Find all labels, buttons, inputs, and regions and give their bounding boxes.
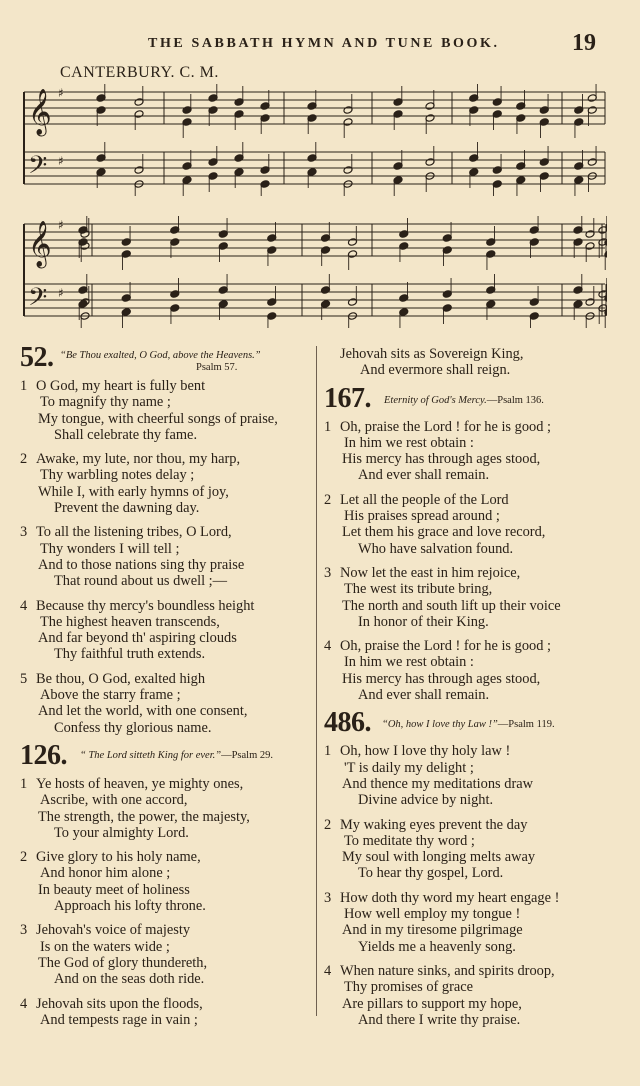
hymn-caption: “Be Thou exalted, O God, above the Heavens.” [60, 350, 261, 361]
hymn-number: 52. [20, 342, 54, 373]
verse-line [324, 492, 620, 508]
hymn-caption [382, 719, 555, 730]
hymn-heading [324, 707, 620, 743]
verse-line-text: My waking eyes prevent the day [340, 816, 528, 833]
left-column [20, 342, 310, 1036]
verse-line: Thy promises of grace [344, 979, 474, 996]
verse-number: 5 [20, 670, 28, 687]
verse-line: And to those nations sing thy praise [38, 556, 245, 573]
verse [20, 671, 310, 736]
verse-line: The north and south lift up their voice [342, 597, 561, 614]
verse-line: My soul with longing melts away [342, 849, 536, 866]
verse-number: 2 [20, 849, 28, 866]
verse-line: And on the seas doth ride. [54, 971, 205, 988]
verse-line: In beauty meet of holiness [38, 881, 190, 898]
verse-line-text: Oh, praise the Lord ! for he is good ; [340, 418, 552, 435]
verse-line [20, 996, 310, 1012]
verse-line: Jehovah sits as Sovereign King, [340, 346, 524, 362]
verse-line: And far beyond th' aspiring clouds [38, 630, 237, 647]
verse-line: And evermore shall reign. [360, 362, 511, 379]
verse-line: And thence my meditations draw [342, 775, 534, 792]
hymn-source: —Psalm 136. [486, 394, 544, 406]
verse-line: And there I write thy praise. [358, 1011, 521, 1028]
verse-line: His mercy has through ages stood, [342, 451, 541, 468]
hymn-caption-text: “Oh, how I love thy Law !” [382, 719, 498, 731]
hymn-verses [324, 743, 620, 1028]
verse-line [324, 963, 620, 979]
verse-number: 3 [324, 564, 332, 581]
verse-line-text: Jehovah's voice of majesty [36, 922, 191, 939]
hymn-52 [20, 342, 310, 736]
verse-number: 4 [324, 638, 332, 655]
right-column [324, 346, 620, 1036]
bass-clef-icon: 𝄢 [28, 151, 48, 186]
verse-line: The God of glory thundereth, [38, 954, 208, 971]
verse-number: 4 [324, 962, 332, 979]
music-system-1 [22, 84, 607, 196]
verse-line-text: When nature sinks, and spirits droop, [340, 962, 555, 979]
page-number: 19 [572, 30, 596, 56]
hymn-number: 486. [324, 707, 371, 739]
verse-line [20, 524, 310, 540]
verse-line-text: Awake, my lute, nor thou, my harp, [36, 451, 241, 468]
verse-line: And honor him alone ; [40, 865, 171, 882]
music-staves-2 [22, 216, 607, 328]
verse-line-text: Ye hosts of heaven, ye mighty ones, [36, 775, 244, 792]
verse-line: Thy faithful truth extends. [54, 646, 206, 663]
verse-line: My tongue, with cheerful songs of praise, [38, 410, 278, 427]
verse-line: The strength, the power, the majesty, [38, 808, 250, 825]
verse-line: And in my tiresome pilgrimage [342, 922, 523, 939]
verse-line: Let them his grace and love record, [342, 524, 546, 541]
verse-number: 4 [20, 597, 28, 614]
verse-line: In him we rest obtain : [344, 434, 474, 451]
verse-line [20, 776, 310, 792]
verse-number: 2 [324, 491, 332, 508]
sharp-icon: ♯ [58, 154, 64, 168]
verse [20, 996, 310, 1029]
verse-line: That round about us dwell ;— [54, 573, 228, 590]
verse-number: 1 [20, 378, 28, 394]
verse-line: Ascribe, with one accord, [40, 792, 188, 809]
verse [20, 776, 310, 841]
verse-line: His mercy has through ages stood, [342, 670, 541, 687]
verse [20, 524, 310, 589]
hymn-caption-text: Eternity of God's Mercy. [384, 394, 487, 406]
hymn-167 [324, 382, 620, 704]
verse-line: Above the starry frame ; [40, 687, 181, 704]
verse-line: Shall celebrate thy fame. [54, 426, 198, 443]
hymn-heading [20, 342, 310, 378]
verse-line: To meditate thy word ; [344, 832, 475, 849]
verse-line-text: Let all the people of the Lord [340, 491, 509, 508]
verse-line: How well employ my tongue ! [344, 906, 521, 923]
verse [324, 638, 620, 703]
verse [20, 378, 310, 443]
treble-clef-icon: 𝄞 [28, 89, 52, 135]
verse-line: And tempests rage in vain ; [40, 1011, 198, 1028]
hymn-heading [20, 739, 310, 776]
verse-line: The west its tribute bring, [344, 581, 493, 598]
verse [324, 963, 620, 1028]
running-title: THE SABBATH HYMN AND TUNE BOOK. [148, 36, 500, 51]
verse-line: Prevent the dawning day. [54, 500, 200, 517]
verse [324, 565, 620, 630]
hymn-source: —Psalm 29. [221, 749, 274, 761]
verse-line-text: Be thou, O God, exalted high [36, 670, 206, 687]
hymn-source: —Psalm 119. [497, 719, 555, 731]
verse-number: 3 [20, 524, 28, 541]
verse-line-text: O God, my heart is fully bent [36, 378, 206, 394]
hymn-verses [324, 419, 620, 704]
verse-line: 'T is daily my delight ; [344, 759, 474, 776]
verse-line: Thy wonders I will tell ; [40, 540, 180, 557]
verse-line [324, 817, 620, 833]
verse-line: While I, with early hymns of joy, [38, 483, 229, 500]
verse-line: Confess thy glorious name. [54, 719, 212, 736]
verse-line-text: Give glory to his holy name, [36, 849, 201, 866]
bass-clef-icon: 𝄢 [28, 283, 48, 318]
verse [324, 743, 620, 808]
verse-line: Who have salvation found. [358, 540, 514, 557]
verse-number: 1 [20, 775, 28, 792]
verse-line: Are pillars to support my hope, [342, 995, 522, 1012]
verse-line [20, 598, 310, 614]
hymn-heading [324, 382, 620, 419]
verse-line: Divine advice by night. [358, 792, 494, 809]
verse-line: Thy warbling notes delay ; [40, 467, 195, 484]
verse-line [20, 922, 310, 938]
verse-line: Is on the waters wide ; [40, 938, 170, 955]
verse [324, 890, 620, 955]
hymn-486 [324, 707, 620, 1028]
verse-line: Yields me a heavenly song. [358, 938, 516, 955]
verse-line: The highest heaven transcends, [40, 613, 220, 630]
hymn-126 [20, 739, 310, 1028]
verse-line: His praises spread around ; [344, 508, 500, 525]
verse [324, 492, 620, 557]
verse-line: In him we rest obtain : [344, 654, 474, 671]
verse-number: 1 [324, 418, 332, 435]
hymn-continuation [324, 346, 620, 379]
verse-line: Approach his lofty throne. [54, 898, 206, 915]
verse-line [324, 419, 620, 435]
verse-line [324, 565, 620, 581]
verse-line-text: To all the listening tribes, O Lord, [36, 524, 232, 541]
tune-title: CANTERBURY. C. M. [60, 64, 219, 81]
hymn-caption-text: “ The Lord sitteth King for ever.” [80, 749, 222, 761]
verse-line-text: How doth thy word my heart engage ! [340, 889, 560, 906]
treble-clef-icon: 𝄞 [28, 221, 52, 267]
sharp-icon: ♯ [58, 286, 64, 300]
verse-line [20, 671, 310, 687]
verse-line-text: Oh, praise the Lord ! for he is good ; [340, 638, 552, 655]
verse-line: To magnify thy name ; [40, 394, 171, 411]
music-staves-1 [22, 84, 607, 196]
verse [20, 849, 310, 914]
verse-line: In honor of their King. [358, 613, 489, 630]
page-header [0, 30, 640, 58]
verse-line [20, 451, 310, 467]
hymn-number: 167. [324, 382, 371, 414]
hymn-caption [384, 395, 544, 406]
verse-line-text: Because thy mercy's boundless height [36, 597, 255, 614]
hymn-source: Psalm 57. [196, 362, 238, 373]
verse-number: 2 [20, 451, 28, 468]
verse-line: To your almighty Lord. [54, 824, 189, 841]
verse-line [324, 743, 620, 759]
verse-line-text: Oh, how I love thy holy law ! [340, 743, 511, 760]
verse-line [324, 638, 620, 654]
verse-line [324, 890, 620, 906]
sharp-icon: ♯ [58, 86, 64, 100]
music-system-2 [22, 216, 607, 328]
verse [324, 817, 620, 882]
verse-number: 2 [324, 816, 332, 833]
verse [324, 419, 620, 484]
verse-number: 4 [20, 995, 28, 1012]
hymn-verses [20, 378, 310, 736]
column-divider [316, 346, 317, 1016]
verse-line-text: Jehovah sits upon the floods, [36, 995, 203, 1012]
verse-line: And ever shall remain. [358, 687, 490, 704]
hymn-caption [80, 750, 273, 761]
verse-line [20, 849, 310, 865]
hymn-number: 126. [20, 739, 67, 771]
hymn-verses [20, 776, 310, 1028]
sharp-icon: ♯ [58, 218, 64, 232]
verse [20, 922, 310, 987]
verse [20, 451, 310, 516]
verse-line: To hear thy gospel, Lord. [358, 865, 504, 882]
verse-number: 3 [20, 922, 28, 939]
verse-number: 3 [324, 889, 332, 906]
verse-line: And let the world, with one consent, [38, 703, 248, 720]
verse-line: And ever shall remain. [358, 467, 490, 484]
verse-line-text: Now let the east in him rejoice, [340, 564, 521, 581]
verse-line [20, 378, 310, 394]
verse [20, 598, 310, 663]
verse-number: 1 [324, 743, 332, 760]
